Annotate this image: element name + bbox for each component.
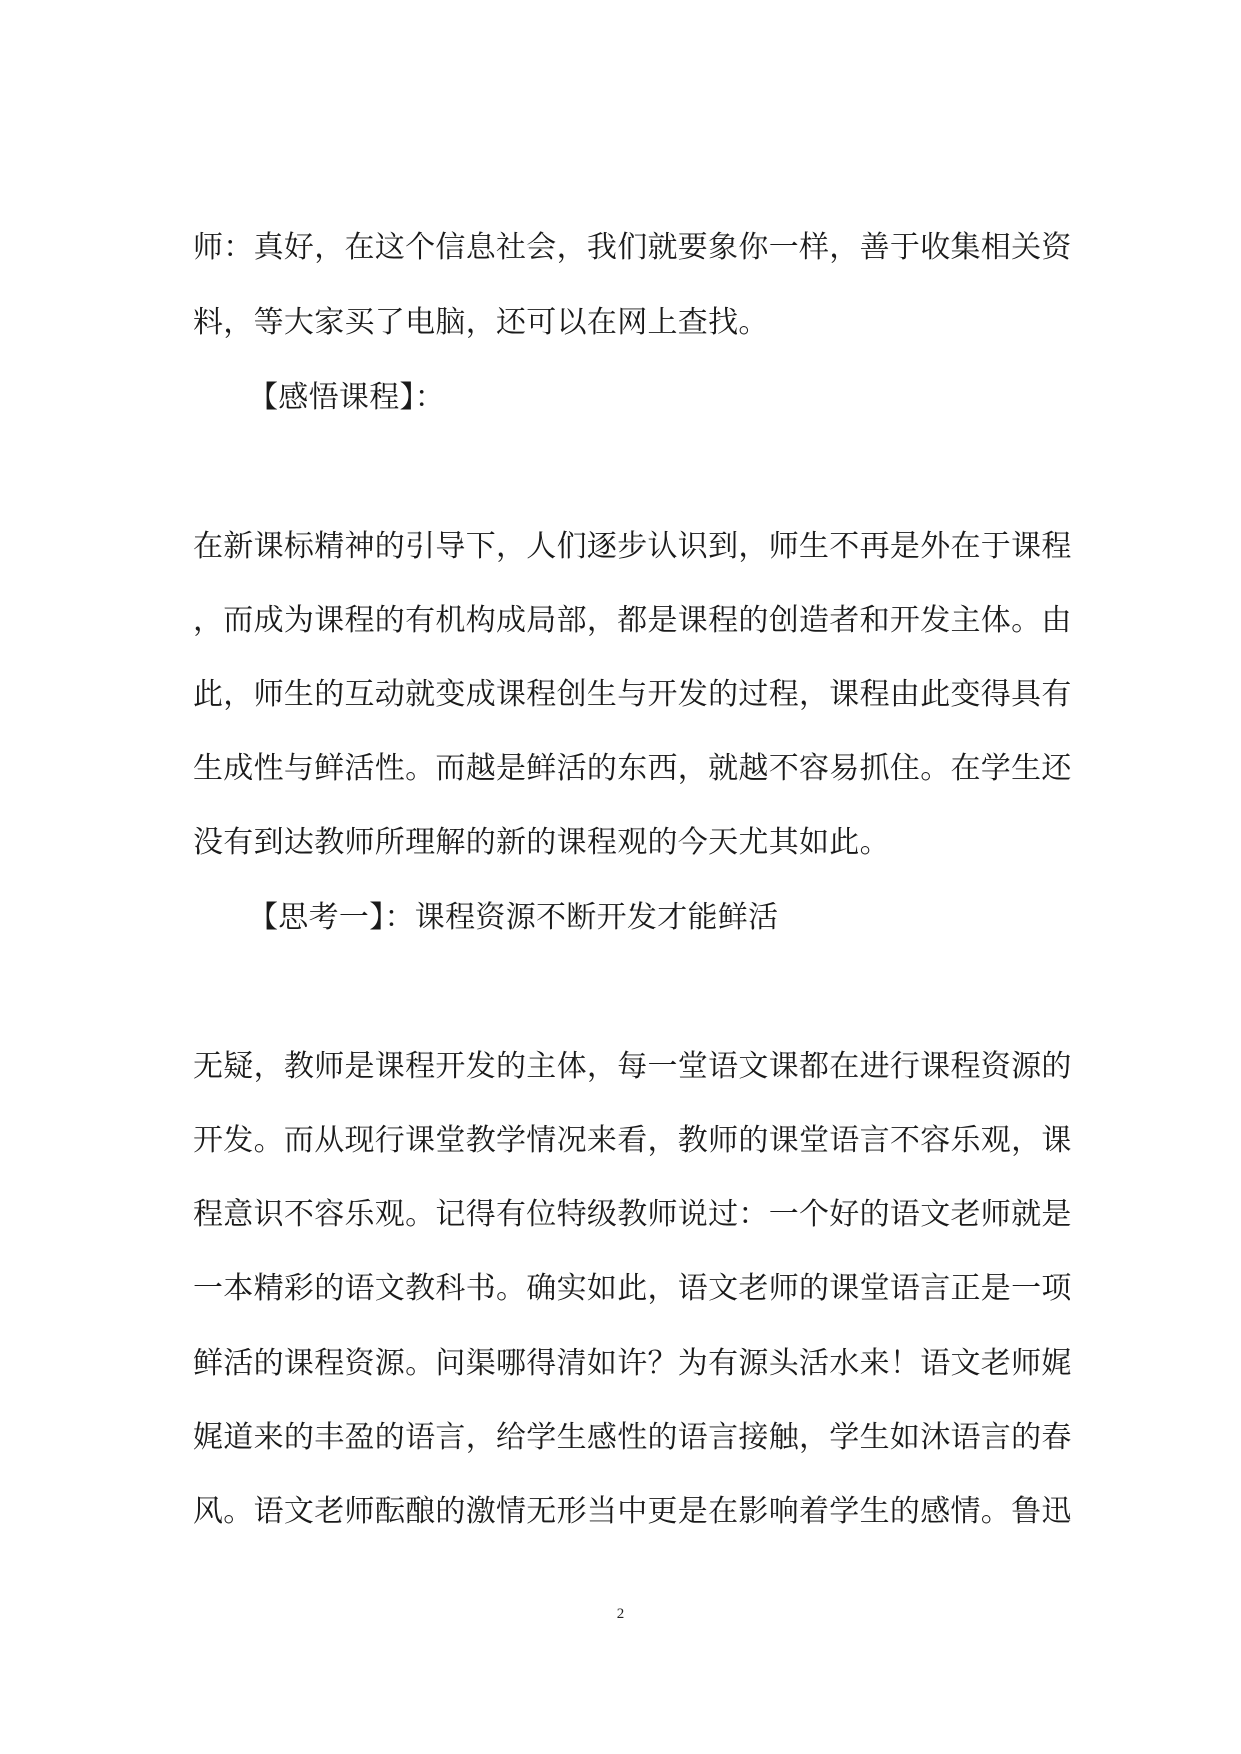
paragraph-line: ，而成为课程的有机构成局部，都是课程的创造者和开发主体。由 [193, 603, 1072, 638]
paragraph-line: 娓道来的丰盈的语言，给学生感性的语言接触，学生如沐语言的春 [193, 1420, 1072, 1455]
paragraph-line: 无疑，教师是课程开发的主体，每一堂语文课都在进行课程资源的 [193, 1049, 1072, 1084]
paragraph-line: 开发。而从现行课堂教学情况来看，教师的课堂语言不容乐观，课 [193, 1123, 1072, 1158]
paragraph-line: 一本精彩的语文教科书。确实如此，语文老师的课堂语言正是一项 [193, 1271, 1072, 1306]
paragraph-line: 此，师生的互动就变成课程创生与开发的过程，课程由此变得具有 [193, 677, 1072, 712]
paragraph-line: 料，等大家买了电脑，还可以在网上查找。 [193, 305, 769, 340]
paragraph-line: 生成性与鲜活性。而越是鲜活的东西，就越不容易抓住。在学生还 [193, 751, 1072, 786]
paragraph-line: 风。语文老师酝酿的激情无形当中更是在影响着学生的感情。鲁迅 [193, 1494, 1072, 1529]
paragraph-line: 没有到达教师所理解的新的课程观的今天尤其如此。 [193, 825, 890, 860]
paragraph-line: 鲜活的课程资源。问渠哪得清如许？为有源头活水来！语文老师娓 [193, 1346, 1072, 1381]
page-number: 2 [616, 1606, 625, 1622]
paragraph-line: 在新课标精神的引导下，人们逐步认识到，师生不再是外在于课程 [193, 529, 1072, 564]
section-heading: 【感悟课程】： [248, 380, 446, 415]
paragraph-line: 程意识不容乐观。记得有位特级教师说过：一个好的语文老师就是 [193, 1197, 1072, 1232]
section-heading: 【思考一】：课程资源不断开发才能鲜活 [248, 900, 779, 935]
paragraph-line: 师：真好，在这个信息社会，我们就要象你一样，善于收集相关资 [193, 230, 1072, 265]
